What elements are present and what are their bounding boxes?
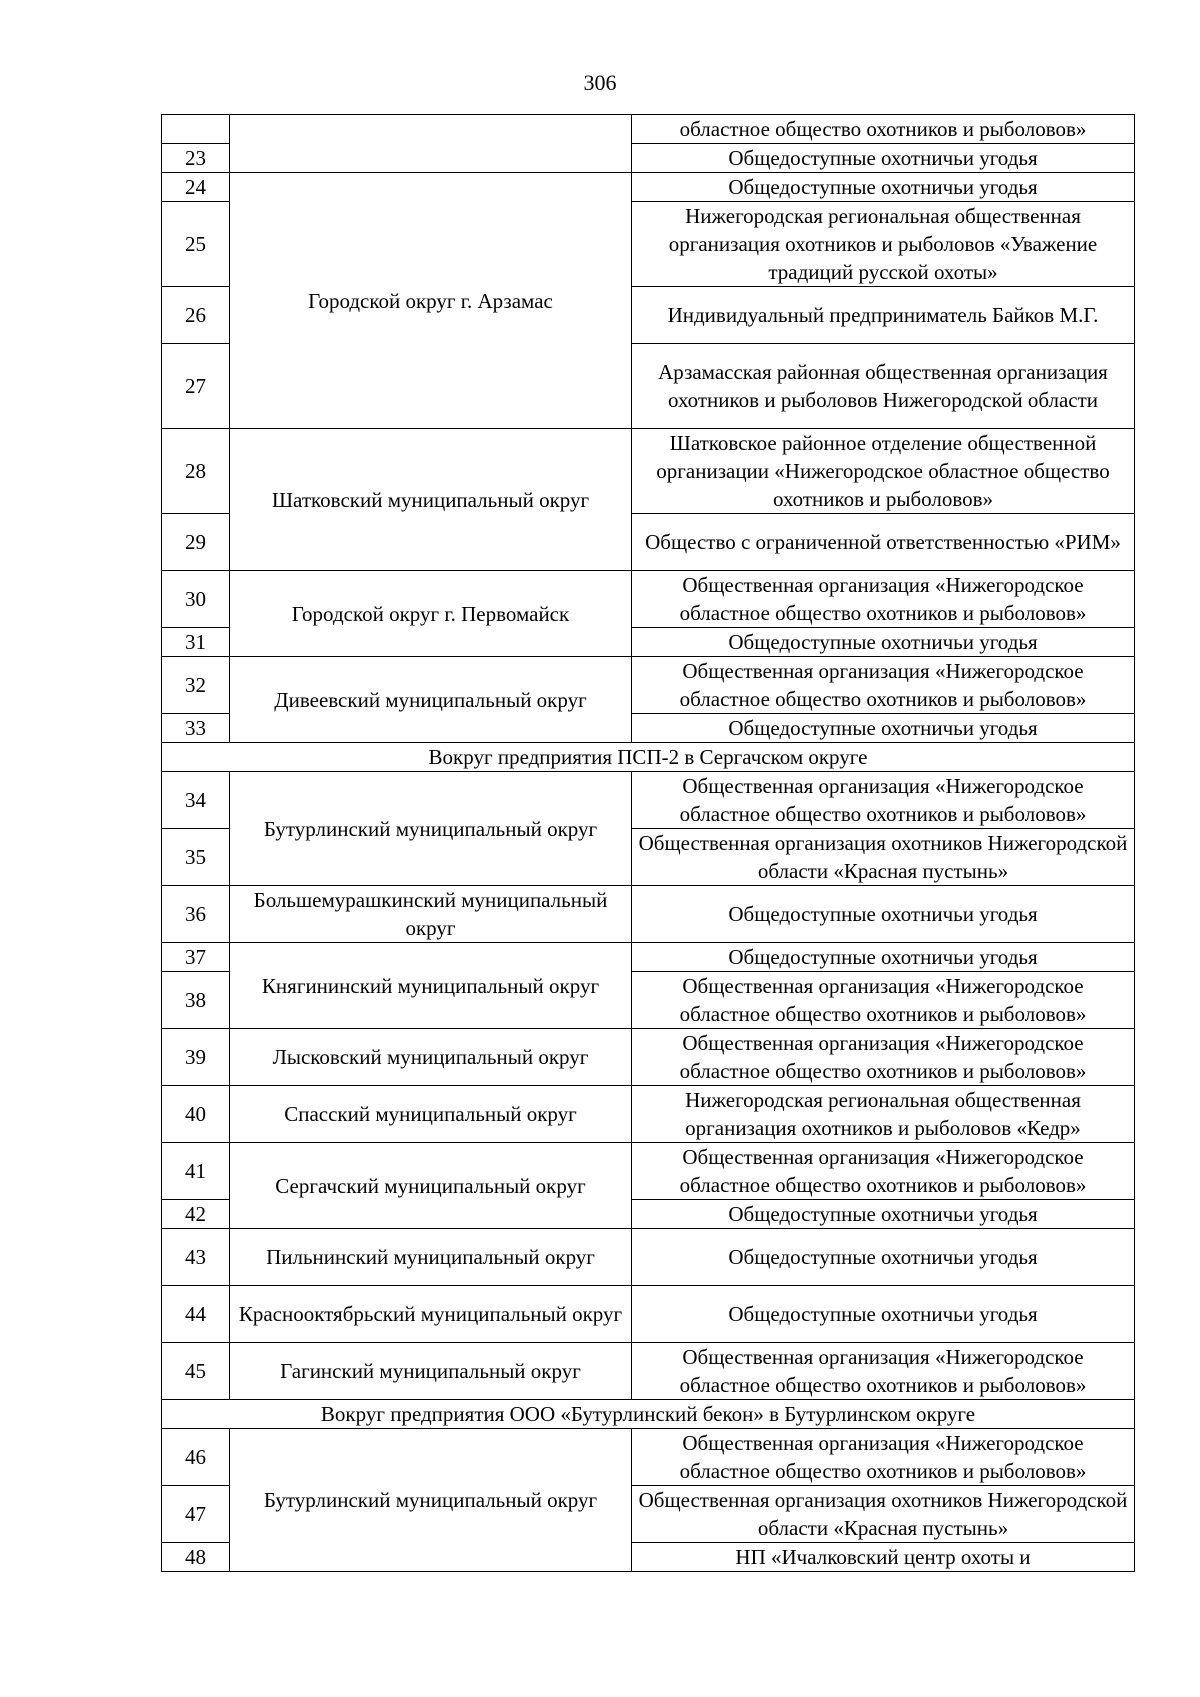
table-row xyxy=(162,1343,1135,1400)
table-row xyxy=(162,886,1135,943)
organization-cell: Общественная организация «Нижегородское областное общество охотников и рыболовов» xyxy=(632,1343,1135,1400)
organization-cell: Общество с ограниченной ответственностью «РИМ» xyxy=(632,514,1135,571)
organization-cell: Общественная организация охотников Нижегородской области «Красная пустынь» xyxy=(632,829,1135,886)
row-number: 45 xyxy=(162,1343,230,1400)
row-number: 38 xyxy=(162,972,230,1029)
organization-cell: Общедоступные охотничьи угодья xyxy=(632,1229,1135,1286)
table-row xyxy=(162,772,1135,829)
table-row xyxy=(162,1286,1135,1343)
row-number: 36 xyxy=(162,886,230,943)
table-row xyxy=(162,943,1135,972)
district-cell: Бутурлинский муниципальный округ xyxy=(230,772,632,886)
organization-cell: Общедоступные охотничьи угодья xyxy=(632,1286,1135,1343)
section-heading: Вокруг предприятия ПСП-2 в Сергачском округе xyxy=(162,743,1135,772)
organization-cell: Общедоступные охотничьи угодья xyxy=(632,714,1135,743)
row-number: 40 xyxy=(162,1086,230,1143)
row-number: 26 xyxy=(162,287,230,344)
row-number: 37 xyxy=(162,943,230,972)
row-number: 43 xyxy=(162,1229,230,1286)
organization-cell: Общедоступные охотничьи угодья xyxy=(632,173,1135,202)
organization-cell: Шатковское районное отделение общественной организации «Нижегородское областное общество охотников и рыболовов» xyxy=(632,429,1135,514)
table-row xyxy=(162,657,1135,714)
district-cell: Городской округ г. Арзамас xyxy=(230,173,632,429)
organization-cell: Общедоступные охотничьи угодья xyxy=(632,1200,1135,1229)
row-number: 35 xyxy=(162,829,230,886)
row-number: 39 xyxy=(162,1029,230,1086)
hunting-grounds-table xyxy=(161,114,1135,1572)
row-number: 42 xyxy=(162,1200,230,1229)
row-number: 47 xyxy=(162,1486,230,1543)
organization-cell: НП «Ичалковский центр охоты и xyxy=(632,1543,1135,1572)
organization-cell: Общественная организация «Нижегородское областное общество охотников и рыболовов» xyxy=(632,972,1135,1029)
table-row xyxy=(162,571,1135,628)
section-heading: Вокруг предприятия ООО «Бутурлинский бекон» в Бутурлинском округе xyxy=(162,1400,1135,1429)
row-number: 34 xyxy=(162,772,230,829)
section-row xyxy=(162,1400,1135,1429)
row-number: 31 xyxy=(162,628,230,657)
table-row xyxy=(162,173,1135,202)
row-number: 24 xyxy=(162,173,230,202)
row-number: 30 xyxy=(162,571,230,628)
district-cell: Пильнинский муниципальный округ xyxy=(230,1229,632,1286)
district-cell: Бутурлинский муниципальный округ xyxy=(230,1429,632,1572)
row-number: 29 xyxy=(162,514,230,571)
organization-cell: Общественная организация охотников Нижегородской области «Красная пустынь» xyxy=(632,1486,1135,1543)
organization-cell: Общественная организация «Нижегородское областное общество охотников и рыболовов» xyxy=(632,1029,1135,1086)
section-row xyxy=(162,743,1135,772)
district-cell: Городской округ г. Первомайск xyxy=(230,571,632,657)
table-row xyxy=(162,1229,1135,1286)
district-cell: Лысковский муниципальный округ xyxy=(230,1029,632,1086)
district-cell: Гагинский муниципальный округ xyxy=(230,1343,632,1400)
row-number: 25 xyxy=(162,202,230,287)
organization-cell: Арзамасская районная общественная организация охотников и рыболовов Нижегородской области xyxy=(632,344,1135,429)
organization-cell: Нижегородская региональная общественная организация охотников и рыболовов «Кедр» xyxy=(632,1086,1135,1143)
table-row xyxy=(162,1086,1135,1143)
row-number: 41 xyxy=(162,1143,230,1200)
row-number: 44 xyxy=(162,1286,230,1343)
organization-cell: Общедоступные охотничьи угодья xyxy=(632,628,1135,657)
district-cell: Дивеевский муниципальный округ xyxy=(230,657,632,743)
organization-cell: Общедоступные охотничьи угодья xyxy=(632,886,1135,943)
row-number: 48 xyxy=(162,1543,230,1572)
district-cell: Шатковский муниципальный округ xyxy=(230,429,632,571)
organization-cell: областное общество охотников и рыболовов» xyxy=(632,115,1135,144)
table-row xyxy=(162,115,1135,144)
page-number: 306 xyxy=(583,70,617,95)
organization-cell: Общественная организация «Нижегородское областное общество охотников и рыболовов» xyxy=(632,1429,1135,1486)
row-number: 46 xyxy=(162,1429,230,1486)
organization-cell: Нижегородская региональная общественная организация охотников и рыболовов «Уважение традиций русской охоты» xyxy=(632,202,1135,287)
row-number: 33 xyxy=(162,714,230,743)
row-number: 32 xyxy=(162,657,230,714)
organization-cell: Общественная организация «Нижегородское областное общество охотников и рыболовов» xyxy=(632,772,1135,829)
table-row xyxy=(162,1029,1135,1086)
organization-cell: Общественная организация «Нижегородское областное общество охотников и рыболовов» xyxy=(632,657,1135,714)
organization-cell: Общедоступные охотничьи угодья xyxy=(632,943,1135,972)
district-cell: Княгининский муниципальный округ xyxy=(230,943,632,1029)
district-cell: Спасский муниципальный округ xyxy=(230,1086,632,1143)
table-row xyxy=(162,1143,1135,1200)
district-cell xyxy=(230,115,632,173)
organization-cell: Общедоступные охотничьи угодья xyxy=(632,144,1135,173)
table-row xyxy=(162,429,1135,514)
organization-cell: Общественная организация «Нижегородское областное общество охотников и рыболовов» xyxy=(632,571,1135,628)
row-number: 28 xyxy=(162,429,230,514)
table-row xyxy=(162,1429,1135,1486)
district-cell: Краснооктябрьский муниципальный округ xyxy=(230,1286,632,1343)
row-number xyxy=(162,115,230,144)
row-number: 23 xyxy=(162,144,230,173)
district-cell: Сергачский муниципальный округ xyxy=(230,1143,632,1229)
organization-cell: Индивидуальный предприниматель Байков М.Г. xyxy=(632,287,1135,344)
district-cell: Большемурашкинский муниципальный округ xyxy=(230,886,632,943)
organization-cell: Общественная организация «Нижегородское областное общество охотников и рыболовов» xyxy=(632,1143,1135,1200)
row-number: 27 xyxy=(162,344,230,429)
